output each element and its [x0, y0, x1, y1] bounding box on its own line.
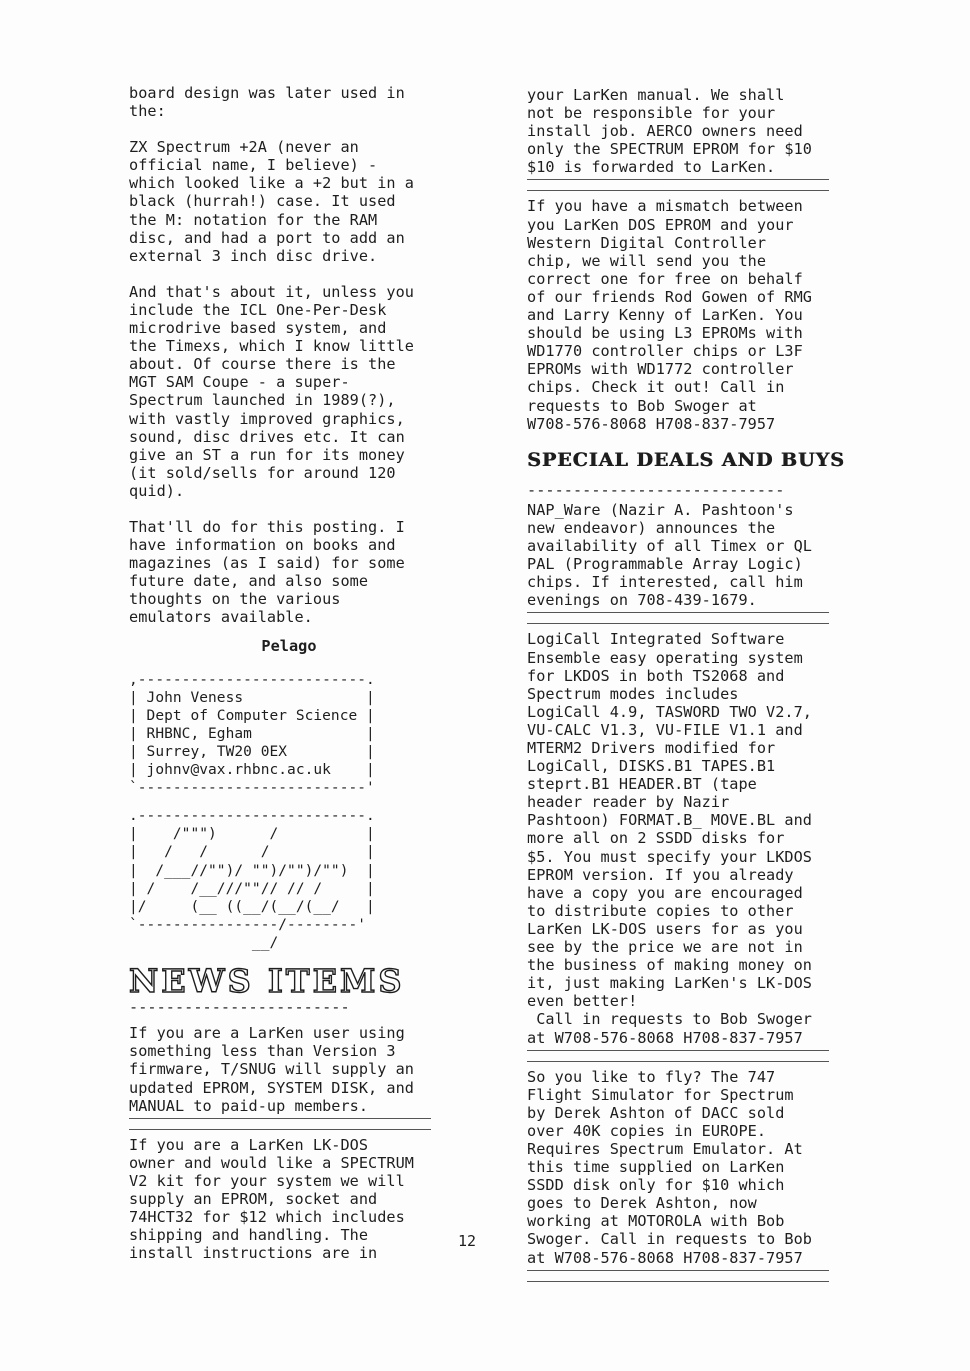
- text-line: Flight Simulator for Spectrum: [527, 1085, 794, 1104]
- text-line: you LarKen DOS EPROM and your: [527, 215, 794, 234]
- text-line: firmware, T/SNUG will supply an: [129, 1060, 415, 1079]
- left-column: [129, 84, 449, 1262]
- text-line: have information on books and: [129, 536, 396, 555]
- text-line: | RHBNC, Egham |: [129, 725, 375, 742]
- text-line: emulators available.: [129, 608, 313, 627]
- text-line: goes to Derek Ashton, now: [527, 1194, 757, 1213]
- text-line: the business of making money on: [527, 956, 813, 975]
- text-line: So you like to fly? The 747: [527, 1067, 776, 1086]
- text-line: Swoger. Call in requests to Bob: [527, 1230, 813, 1249]
- text-line: VU-CALC V1.3, VU-FILE V1.1 and: [527, 720, 803, 739]
- text-line: WD1770 controller chips or L3F: [527, 342, 803, 361]
- text-line: availability of all Timex or QL: [527, 537, 813, 556]
- text-line: MGT SAM Coupe - a super-: [129, 373, 350, 392]
- text-line: install job. AERCO owners need: [527, 122, 803, 141]
- separator-rule: [129, 1118, 431, 1130]
- text-line: header reader by Nazir: [527, 793, 730, 812]
- text-line: for LKDOS in both TS2068 and: [527, 666, 785, 685]
- text-line: about. Of course there is the: [129, 355, 396, 374]
- text-line: only the SPECTRUM EPROM for $10: [527, 140, 813, 159]
- text-line: SSDD disk only for $10 which: [527, 1176, 785, 1195]
- text-line: this time supplied on LarKen: [527, 1158, 785, 1177]
- text-line: the:: [129, 102, 166, 121]
- text-line: LarKen LK-DOS users for as you: [527, 919, 803, 938]
- text-line: MANUAL to paid-up members.: [129, 1096, 369, 1115]
- text-line: Spectrum launched in 1989(?),: [129, 391, 396, 410]
- text-line: install instructions are in: [129, 1244, 378, 1263]
- text-line: to distribute copies to other: [527, 901, 794, 920]
- paragraph-eprom-mismatch: [527, 197, 847, 432]
- text-line: magazines (as I said) for some: [129, 554, 405, 573]
- right-column: [527, 86, 847, 1288]
- paragraph-board-design: [129, 84, 449, 120]
- ascii-logo: [129, 807, 449, 952]
- text-line: NAP_Ware (Nazir A. Pashtoon's: [527, 500, 794, 519]
- text-line: PAL (Programmable Array Logic): [527, 555, 803, 574]
- text-line: have a copy you are encouraged: [527, 883, 803, 902]
- text-line: ZX Spectrum +2A (never an: [129, 138, 359, 157]
- text-line: | /___//"")/ "")/"")/"") |: [129, 862, 375, 879]
- text-line: see by the price we are not in: [527, 938, 803, 957]
- text-line: it, just making LarKen's LK-DOS: [527, 974, 813, 993]
- text-line: | Surrey, TW20 0EX |: [129, 744, 375, 760]
- text-line: Pashtoon) FORMAT.B_ MOVE.BL and: [527, 811, 813, 830]
- text-line: future date, and also some: [129, 572, 369, 591]
- text-line: supply an EPROM, socket and: [129, 1189, 378, 1208]
- text-line: something less than Version 3: [129, 1042, 396, 1061]
- text-line: correct one for free on behalf: [527, 269, 803, 288]
- separator-rule: [527, 612, 829, 624]
- news-items-heading: NEWS ITEMS: [129, 962, 405, 1001]
- separator-rule: [527, 1050, 829, 1062]
- text-line: evenings on 708-439-1679.: [527, 591, 757, 610]
- text-line: LogiCall 4.9, TASWORD TWO V2.7,: [527, 702, 813, 721]
- text-line: ,--------------------------.: [129, 671, 375, 688]
- text-line: (it sold/sells for around 120: [129, 463, 396, 482]
- text-line: new endeavor) announces the: [527, 518, 776, 537]
- text-line: at W708-576-8068 H708-837-7957: [527, 1248, 803, 1267]
- text-line: updated EPROM, SYSTEM DISK, and: [129, 1078, 415, 1097]
- address-box: [129, 671, 449, 798]
- special-deals-heading: SPECIAL DEALS AND BUYS: [527, 448, 845, 471]
- text-line: Spectrum modes includes: [527, 684, 739, 703]
- text-line: MTERM2 Drivers modified for: [527, 739, 776, 757]
- text-line: sound, disc drives etc. It can: [129, 427, 405, 446]
- text-line: of our friends Rod Gowen of RMG: [527, 287, 813, 306]
- signature: Pelago: [261, 636, 317, 655]
- text-line: If you are a LarKen LK-DOS: [129, 1135, 369, 1154]
- text-line: EPROMs with WD1772 controller: [527, 360, 794, 379]
- paragraph-nap-ware: [527, 501, 847, 610]
- text-line: board design was later used in: [129, 84, 405, 102]
- text-line: include the ICL One-Per-Desk: [129, 300, 387, 319]
- text-line: $10 is forwarded to LarKen.: [527, 158, 776, 177]
- text-line: at W708-576-8068 H708-837-7957: [527, 1028, 803, 1047]
- paragraph-flight-sim: [527, 1068, 847, 1267]
- text-line: the Timexs, which I know little: [129, 337, 415, 356]
- text-line: quid).: [129, 481, 185, 500]
- text-line: disc, and had a port to add an: [129, 228, 405, 247]
- text-line: requests to Bob Swoger at: [527, 396, 757, 415]
- text-line: official name, I believe) -: [129, 156, 378, 175]
- separator-rule: [527, 179, 829, 191]
- text-line: .--------------------------.: [129, 808, 375, 825]
- text-line: over 40K copies in EUROPE.: [527, 1121, 767, 1140]
- text-line: | /""") / |: [129, 826, 375, 843]
- text-line: even better!: [527, 992, 638, 1011]
- text-line: | johnv@vax.rhbnc.ac.uk |: [129, 762, 375, 779]
- paragraph-install: [527, 86, 847, 176]
- text-line: not be responsible for your: [527, 104, 776, 123]
- text-line: That'll do for this posting. I: [129, 517, 405, 536]
- text-line: should be using L3 EPROMs with: [527, 324, 803, 343]
- text-line: |/ (__ ((__/(__/(__/ |: [129, 898, 375, 915]
- text-line: thoughts on the various: [129, 590, 341, 609]
- text-line: with vastly improved graphics,: [129, 409, 405, 428]
- text-line: and Larry Kenny of LarKen. You: [527, 306, 803, 325]
- text-line: 74HCT32 for $12 which includes: [129, 1208, 405, 1227]
- text-line: external 3 inch disc drive.: [129, 246, 378, 265]
- paragraph-sam-coupe: [129, 283, 449, 500]
- text-line: | / / / |: [129, 844, 375, 861]
- text-line: Requires Spectrum Emulator. At: [527, 1139, 803, 1158]
- text-line: __/: [129, 934, 279, 951]
- text-line: `----------------/--------': [129, 916, 367, 933]
- text-line: | John Veness |: [129, 689, 375, 706]
- text-line: microdrive based system, and: [129, 319, 387, 338]
- text-line: $5. You must specify your LKDOS: [527, 847, 813, 866]
- text-line: Call in requests to Bob Swoger: [527, 1010, 813, 1029]
- text-line: And that's about it, unless you: [129, 282, 415, 301]
- text-line: LogiCall, DISKS.B1 TAPES.B1: [527, 757, 776, 776]
- text-line: LogiCall Integrated Software: [527, 630, 785, 649]
- text-line: W708-576-8068 H708-837-7957: [527, 414, 776, 433]
- page-number: 12: [458, 1232, 477, 1250]
- text-line: by Derek Ashton of DACC sold: [527, 1103, 785, 1122]
- text-line: If you have a mismatch between: [527, 197, 803, 216]
- text-line: owner and would like a SPECTRUM: [129, 1153, 415, 1172]
- text-line: If you are a LarKen user using: [129, 1024, 405, 1043]
- text-line: | / /__///""// // / |: [129, 880, 375, 897]
- text-line: more all on 2 SSDD disks for: [527, 829, 785, 848]
- text-line: black (hurrah!) case. It used: [129, 192, 396, 211]
- text-line: V2 kit for your system we will: [129, 1171, 405, 1190]
- text-line: which looked like a +2 but in a: [129, 174, 415, 193]
- news-item-firmware: [129, 1024, 449, 1114]
- paragraph-logicall: [527, 630, 847, 1046]
- text-line: give an ST a run for its money: [129, 445, 405, 464]
- text-line: chips. If interested, call him: [527, 573, 803, 592]
- separator-rule: [527, 1270, 829, 1282]
- text-line: EPROM version. If you already: [527, 865, 794, 884]
- text-line: shipping and handling. The: [129, 1226, 369, 1245]
- text-line: `--------------------------': [129, 780, 375, 797]
- text-line: steprt.B1 HEADER.BT (tape: [527, 775, 757, 794]
- text-line: Ensemble easy operating system: [527, 648, 803, 667]
- text-line: chip, we will send you the: [527, 251, 767, 270]
- special-rule: ----------------------------: [527, 480, 785, 499]
- text-line: working at MOTOROLA with Bob: [527, 1212, 785, 1231]
- paragraph-spectrum-2a: [129, 138, 449, 265]
- news-item-spectrum-kit: [129, 1136, 449, 1263]
- text-line: Western Digital Controller: [527, 233, 767, 252]
- text-line: | Dept of Computer Science |: [129, 707, 375, 724]
- paragraph-closing: [129, 518, 449, 627]
- text-line: your LarKen manual. We shall: [527, 86, 785, 104]
- text-line: chips. Check it out! Call in: [527, 378, 785, 397]
- text-line: the M: notation for the RAM: [129, 210, 378, 229]
- news-rule: ------------------------: [129, 998, 350, 1017]
